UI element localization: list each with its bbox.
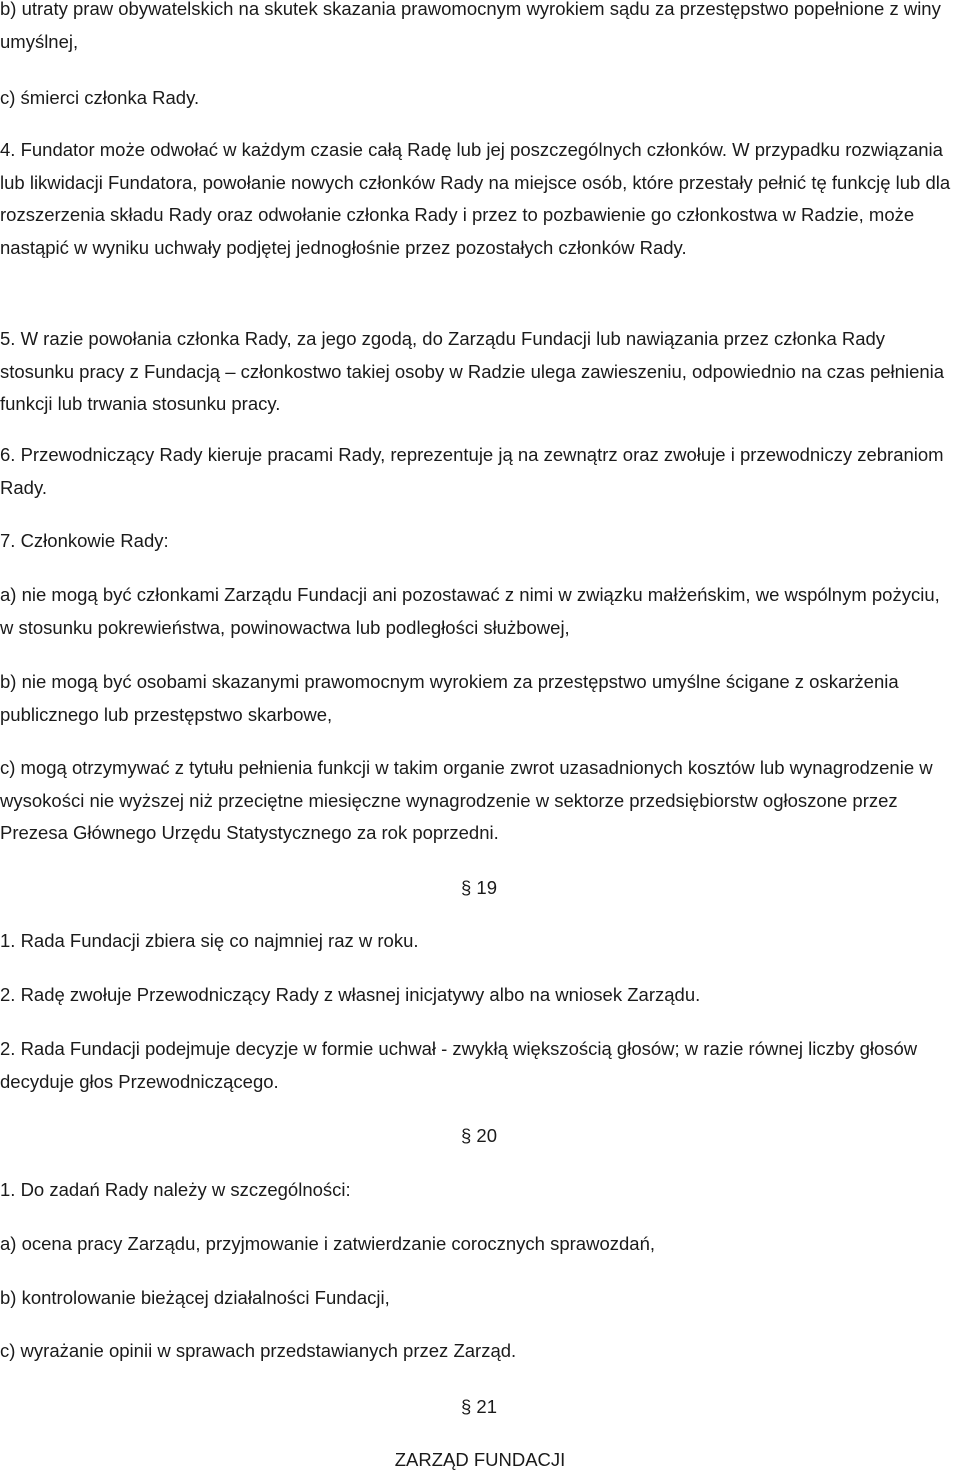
section-heading-20: § 20 [461,1125,498,1146]
footer-heading-zarzad: ZARZĄD FUNDACJI [394,1449,566,1470]
paragraph-3b-utrata-praw: b) utraty praw obywatelskich na skutek skazania prawomocnym wyrokiem sądu za przestępstwo popełnione z winy umyślnej, [0,0,941,52]
paragraph-5: 5. W razie powołania członka Rady, za jego zgodą, do Zarządu Fundacji lub nawiązania przez członka Rady stosunku pracy z Fundacją – członkostwo takiej osoby w Radzie ulega zawieszeniu, odpowiednio na czas pełnienia funkcji lub trwania stosunku pracy. [0,328,945,414]
section-heading-21: § 21 [461,1396,498,1417]
paragraph-7c: c) mogą otrzymywać z tytułu pełnienia funkcji w takim organie zwrot uzasadnionych kosztów lub wynagrodzenie w wysokości nie wyższej niż przeciętne miesięczne wynagrodzenie w sektorze przedsiębiorstw ogłoszone przez Prezesa Głównego Urzędu Statystycznego za rok poprzedni. [0,757,933,843]
paragraph-19-2b: 2. Rada Fundacji podejmuje decyzje w formie uchwał - zwykłą większością głosów; w razie równej liczby głosów decyduje głos Przewodniczącego. [0,1038,918,1092]
paragraph-20-a: a) ocena pracy Zarządu, przyjmowanie i zatwierdzanie corocznych sprawozdań, [0,1233,655,1254]
paragraph-3c-smierc: c) śmierci członka Rady. [0,87,200,108]
paragraph-7: 7. Członkowie Rady: [0,530,169,551]
paragraph-4: 4. Fundator może odwołać w każdym czasie całą Radę lub jej poszczególnych członków. W przypadku rozwiązania lub likwidacji Fundatora, powołanie nowych członków Rady na miejsce osób, które przestały pełnić tę funkcję lub dla rozszerzenia składu Rady oraz odwołanie członka Rady i przez to pozbawienie go członkostwa w Radzie, może nastąpić w wyniku uchwały podjętej jednogłośnie przez pozostałych członków Rady. [0,139,951,258]
paragraph-6: 6. Przewodniczący Rady kieruje pracami Rady, reprezentuje ją na zewnątrz oraz zwołuje i przewodniczy zebraniom Rady. [0,444,944,498]
paragraph-19-2: 2. Radę zwołuje Przewodniczący Rady z własnej inicjatywy albo na wniosek Zarządu. [0,984,701,1005]
paragraph-19-1: 1. Rada Fundacji zbiera się co najmniej raz w roku. [0,930,419,951]
paragraph-7b: b) nie mogą być osobami skazanymi prawomocnym wyrokiem za przestępstwo umyślne ścigane z oskarżenia publicznego lub przestępstwo skarbowe, [0,671,899,725]
paragraph-20-1: 1. Do zadań Rady należy w szczególności: [0,1179,351,1200]
section-heading-19: § 19 [461,877,498,898]
paragraph-20-b: b) kontrolowanie bieżącej działalności Fundacji, [0,1287,390,1308]
paragraph-20-c: c) wyrażanie opinii w sprawach przedstawianych przez Zarząd. [0,1340,517,1361]
paragraph-7a: a) nie mogą być członkami Zarządu Fundacji ani pozostawać z nimi w związku małżeńskim, we wspólnym pożyciu, w stosunku pokrewieństwa, powinowactwa lub podległości służbowej, [0,584,940,638]
